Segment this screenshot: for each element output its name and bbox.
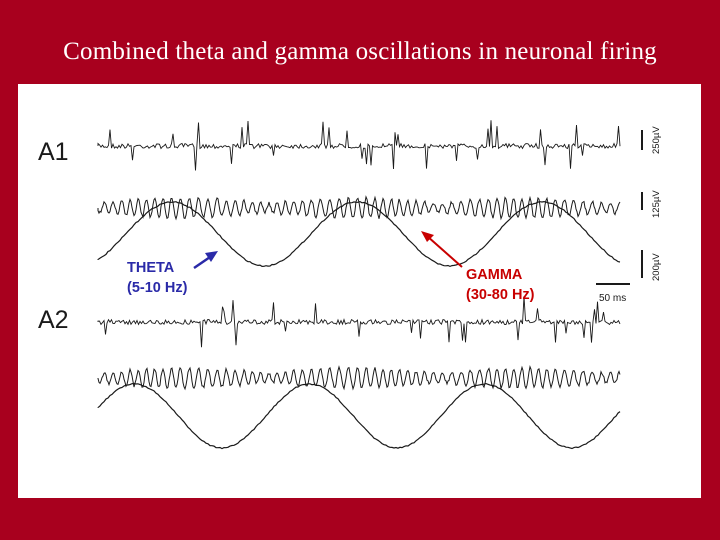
a2-gamma-trace (98, 367, 620, 389)
a1-spike-trace (98, 120, 620, 170)
a2-spike-trace (98, 296, 620, 347)
theta-label-line2: (5-10 Hz) (127, 280, 188, 296)
gamma-label-line1: GAMMA (466, 267, 523, 283)
a1-theta-trace (98, 202, 620, 267)
gamma-label-line2: (30-80 Hz) (466, 287, 535, 303)
gamma-arrow (427, 236, 462, 267)
theta-label-line1: THETA (127, 260, 175, 276)
a2-theta-trace (98, 384, 620, 449)
scale-label-50ms: 50 ms (599, 293, 627, 304)
trace-label-a2: A2 (38, 306, 69, 334)
scale-label-250uV: 250µV (651, 126, 662, 154)
scale-label-125uV: 125µV (651, 190, 662, 218)
trace-label-a1: A1 (38, 138, 69, 166)
gamma-label (466, 265, 535, 305)
slide-title: Combined theta and gamma oscillations in neuronal firing (63, 38, 657, 65)
figure-panel (18, 84, 701, 498)
scale-label-200uV: 200µV (651, 253, 662, 281)
trace-plot (18, 84, 701, 498)
a1-gamma-trace (98, 197, 620, 219)
theta-label (127, 258, 187, 298)
